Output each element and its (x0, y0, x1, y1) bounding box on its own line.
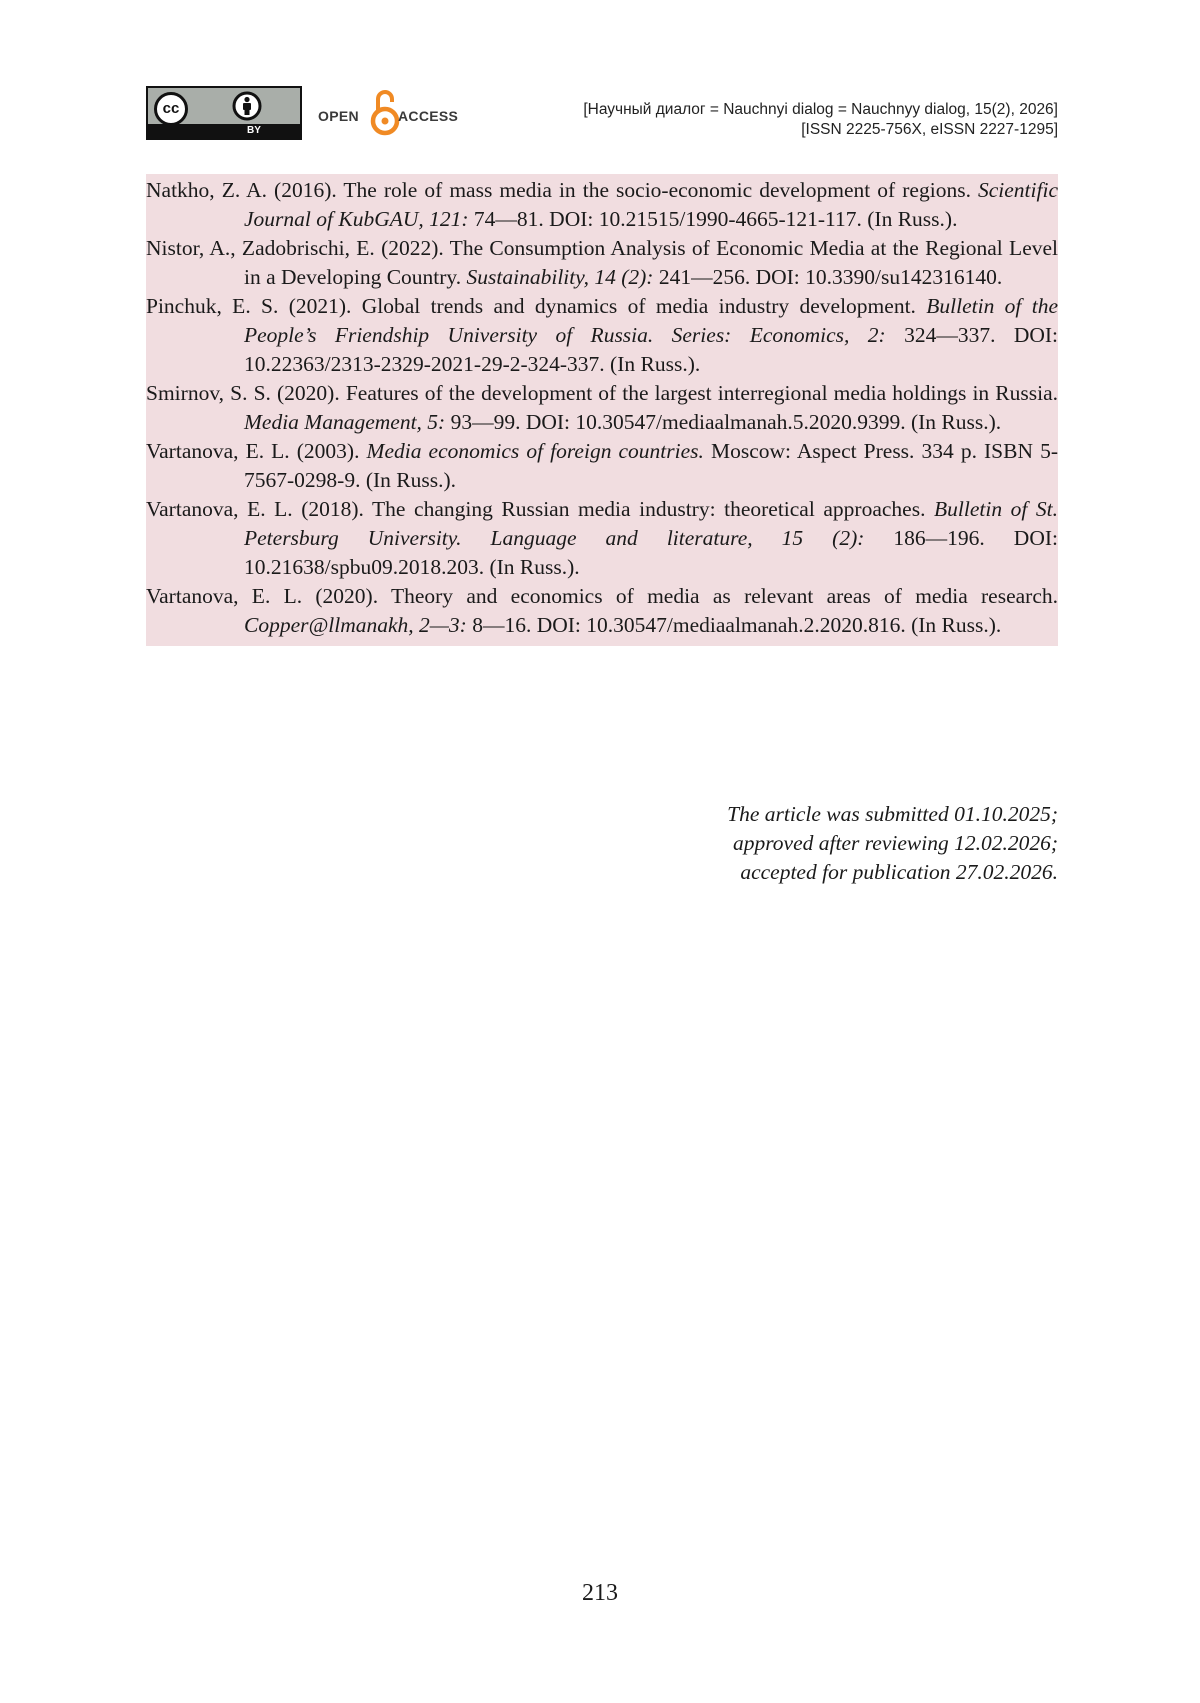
submission-dates (727, 800, 1058, 887)
page-number: 213 (582, 1580, 618, 1606)
open-access-logo[interactable] (318, 86, 458, 140)
cc-by-license-badge[interactable] (146, 86, 302, 140)
open-access-lock-icon (370, 88, 400, 136)
attribution-person-icon (232, 91, 262, 121)
accepted-date: accepted for publication 27.02.2026. (740, 860, 1058, 884)
submitted-date: The article was submitted 01.10.2025; (727, 802, 1058, 826)
reference-item: Natkho, Z. A. (2016). The role of mass media in the socio-economic development of regions. Scientific Journal of KubGAU, 121: 74—81. DOI: 10.21515/1990-4665-121-117. (In Russ.). (146, 178, 1058, 231)
creative-commons-icon: cc (154, 92, 188, 126)
reference-item: Nistor, A., Zadobrischi, E. (2022). The Consumption Analysis of Economic Media at the Regional Level in a Developing Country. Sustainability, 14 (2): 241—256. DOI: 10.3390/su142316140. (146, 236, 1058, 289)
issn-line: [ISSN 2225-756X, eISSN 2227-1295] (801, 121, 1058, 138)
reviewed-date: approved after reviewing 12.02.2026; (732, 831, 1058, 855)
reference-list (146, 174, 1058, 646)
reference-item: Smirnov, S. S. (2020). Features of the development of the largest interregional media holdings in Russia. Media Management, 5: 93—99. DOI: 10.30547/mediaalmanah.5.2020.9399. (In Russ.). (146, 381, 1058, 434)
page-header (146, 86, 1058, 140)
reference-item: Vartanova, E. L. (2003). Media economics of foreign countries. Moscow: Aspect Press. 334 p. ISBN 5-7567-0298-9. (In Russ.). (146, 439, 1058, 492)
journal-citation (583, 100, 1058, 140)
by-label: BY (148, 124, 300, 138)
open-word: OPEN (318, 108, 359, 124)
reference-item: Pinchuk, E. S. (2021). Global trends and dynamics of media industry development. Bulletin of the People’s Friendship University of Russia. Series: Economics, 2: 324—337. DOI: 10.22363/2313-2329-2021-29-2-324-337. (In Russ.). (146, 294, 1059, 376)
reference-item: Vartanova, E. L. (2018). The changing Russian media industry: theoretical approaches. Bulletin of St. Petersburg University. Language and literature, 15 (2): 186—196. DOI: 10.21638/spbu09.2018.203. (In Russ.). (146, 497, 1058, 579)
reference-item: Vartanova, E. L. (2020). Theory and economics of media as relevant areas of media research. Copper@llmanakh, 2—3: 8—16. DOI: 10.30547/mediaalmanah.2.2020.816. (In Russ.). (146, 584, 1058, 637)
access-word: ACCESS (398, 108, 459, 124)
journal-line: [Научный диалог = Nauchnyi dialog = Nauchnyy dialog, 15(2), 2026] (583, 101, 1058, 118)
